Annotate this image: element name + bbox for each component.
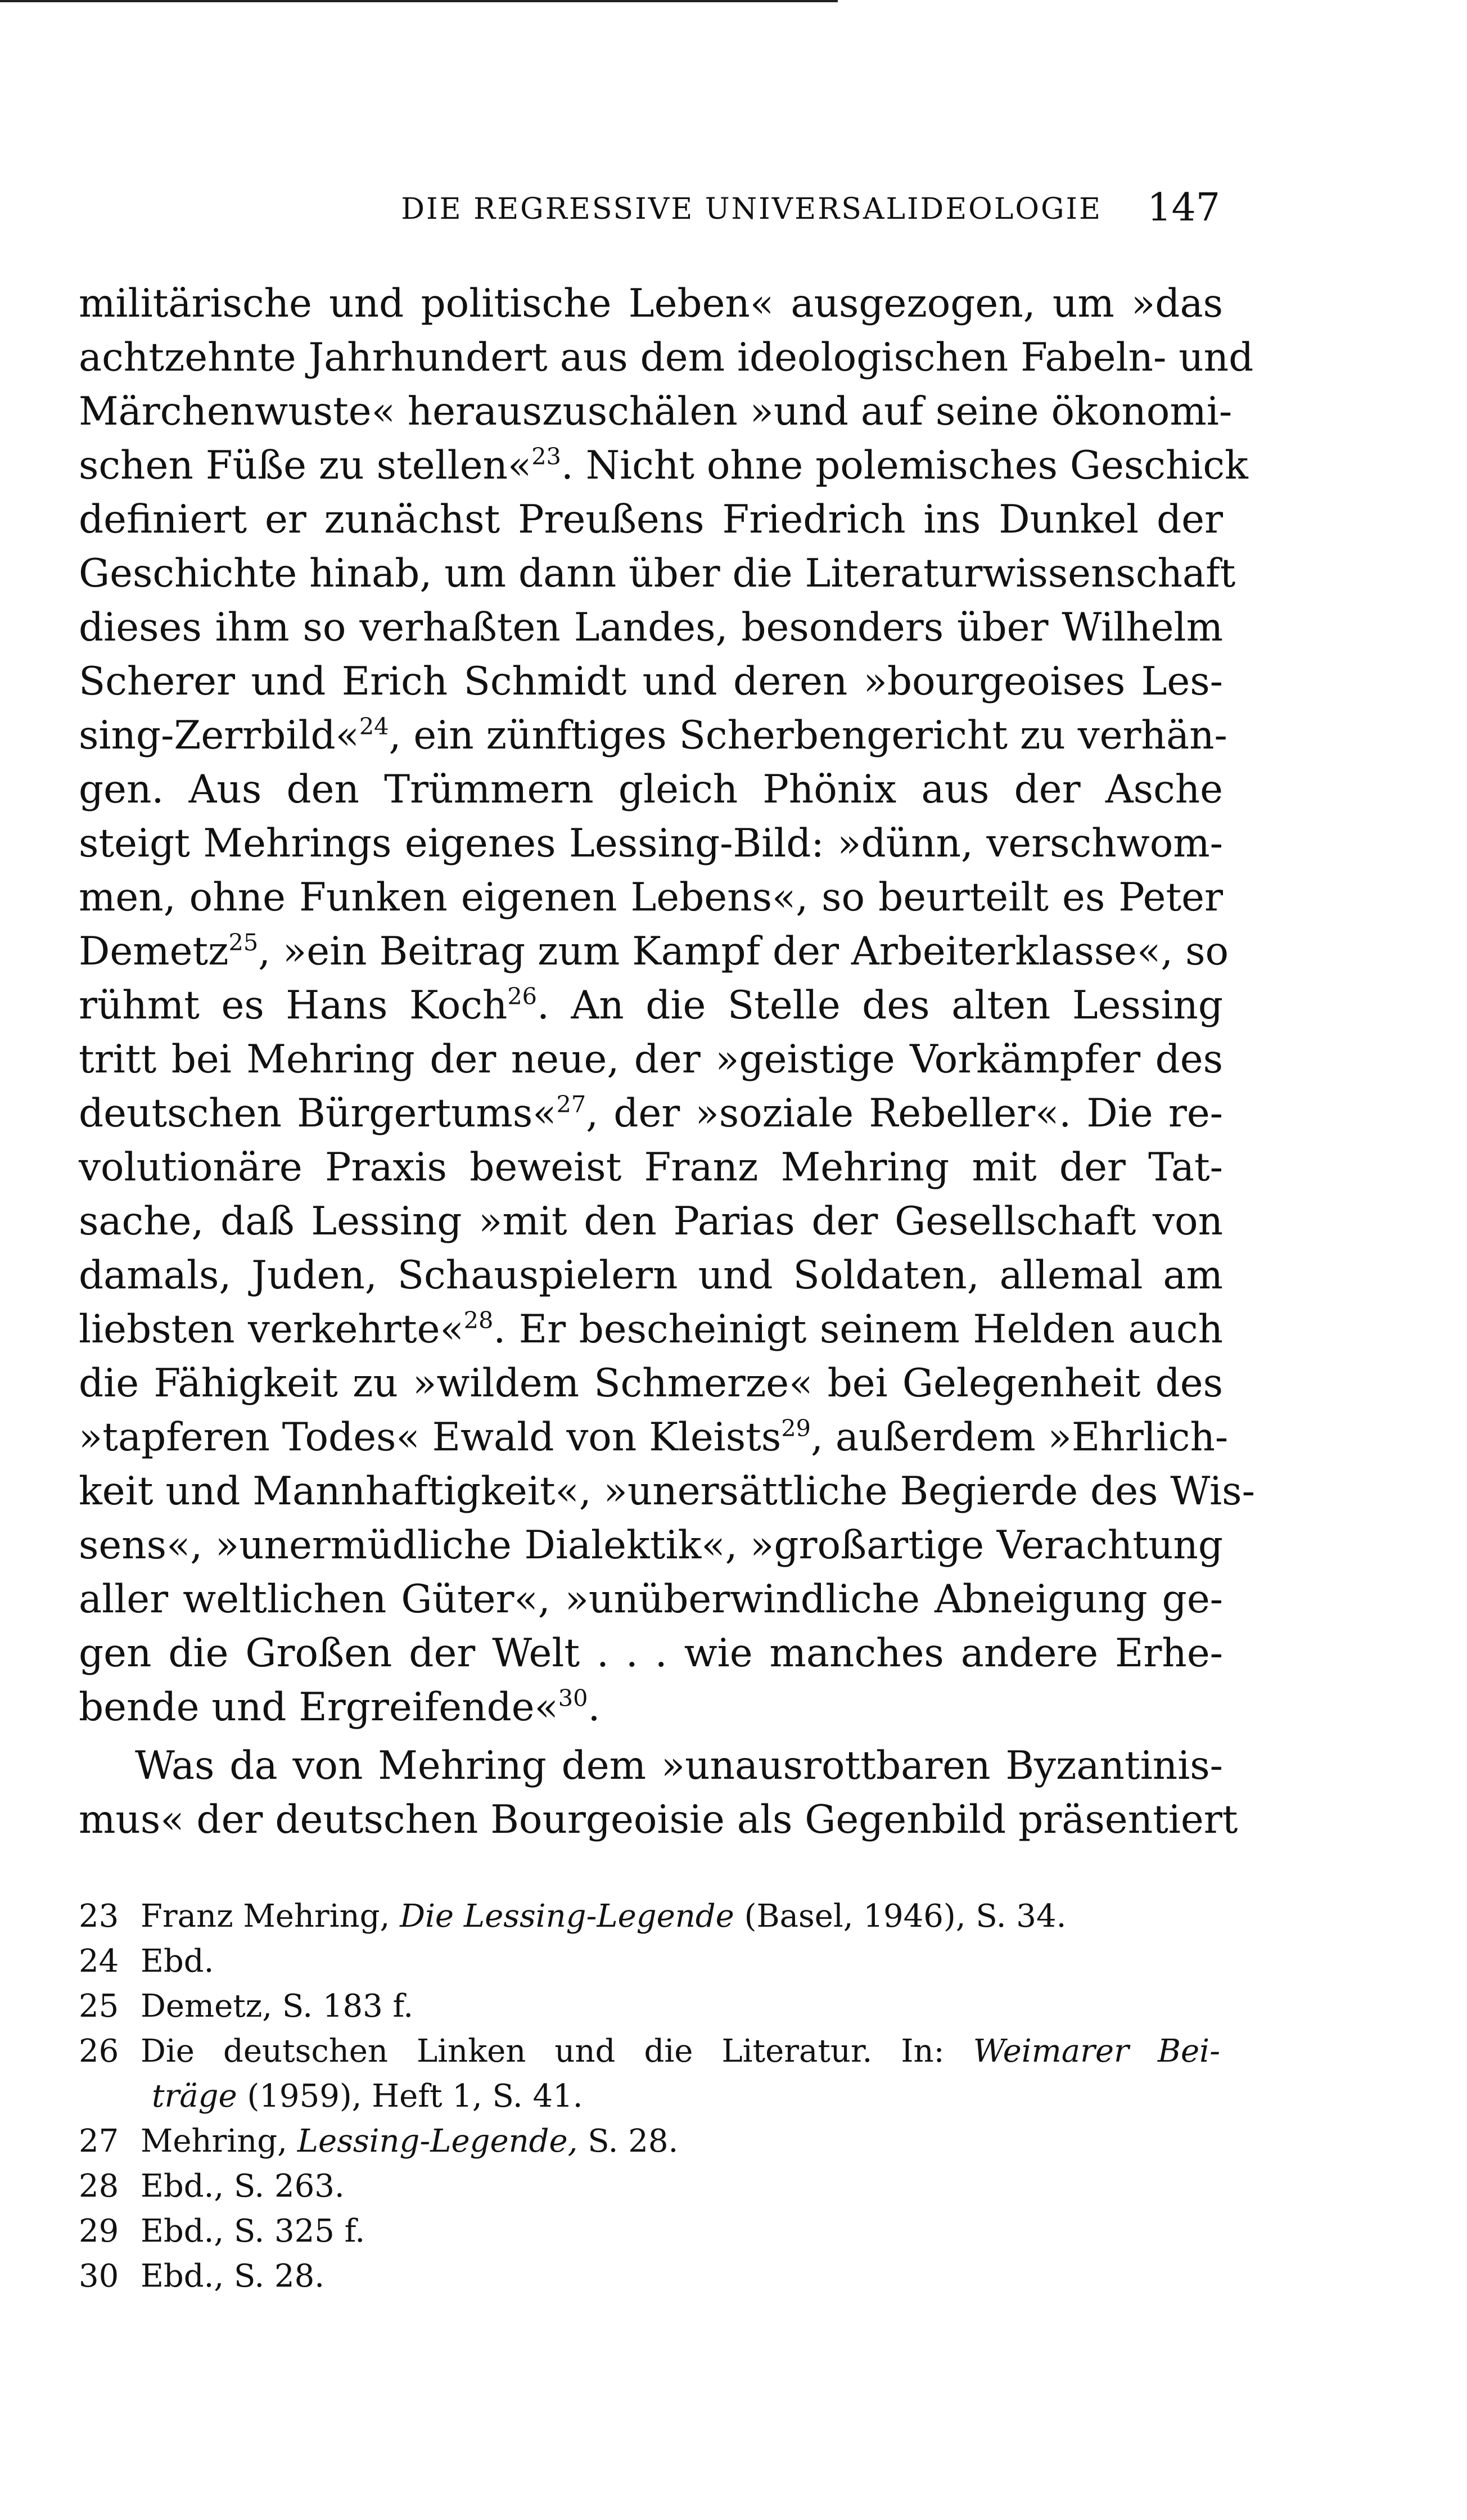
text-line: sing-Zerrbild«$^{24}$, ein zünftiges Scherbengericht zu verhän- <box>79 713 1227 758</box>
footnote <box>79 2029 1223 2074</box>
footnote-text: Ebd., S. 263. <box>141 2168 345 2205</box>
text-line: volutionäre Praxis beweist Franz Mehring mit der Tat- <box>79 1145 1223 1190</box>
footnote-number: 23 <box>79 1898 119 1935</box>
footnote-number: 25 <box>79 1988 119 2025</box>
text-line: schen Füße zu stellen«$^{23}$. Nicht ohne polemisches Geschick <box>79 443 1248 488</box>
text-line: deutschen Bürgertums«$^{27}$, der »soziale Rebeller«. Die re- <box>79 1091 1223 1136</box>
footnote-text: Die deutschen Linken und die Literatur. In: Weimarer Bei- <box>141 2033 1220 2070</box>
footnote <box>79 2254 1223 2299</box>
text-line: gen die Großen der Welt . . . wie manches andere Erhe- <box>79 1631 1223 1676</box>
footnote <box>79 2119 1223 2164</box>
text-line: keit und Mannhaftigkeit«, »unersättliche Begierde des Wis- <box>79 1469 1255 1514</box>
text-line: achtzehnte Jahrhundert aus dem ideologischen Fabeln- und <box>79 335 1254 380</box>
text-line: definiert er zunächst Preußens Friedrich ins Dunkel der <box>79 497 1223 542</box>
text-line: dieses ihm so verhaßten Landes, besonders über Wilhelm <box>79 605 1223 650</box>
footnote-number: 29 <box>79 2213 119 2249</box>
footnote <box>79 1984 1223 2029</box>
footnote-number: 27 <box>79 2123 119 2160</box>
footnote-ref: 27 <box>556 1091 586 1119</box>
footnote <box>79 1894 1223 1939</box>
running-head: DIE REGRESSIVE UNIVERSALIDEOLOGIE <box>401 192 1102 226</box>
footnote <box>79 1939 1223 1984</box>
text-line: sens«, »unermüdliche Dialektik«, »großartige Verachtung <box>79 1523 1223 1568</box>
text-line: tritt bei Mehring der neue, der »geistige Vorkämpfer des <box>79 1037 1223 1082</box>
text-line: Demetz$^{25}$, »ein Beitrag zum Kampf der Arbeiterklasse«, so <box>79 929 1229 974</box>
text-line: »tapferen Todes« Ewald von Kleists$^{29}$, außerdem »Ehrlich- <box>79 1415 1229 1460</box>
text-line: damals, Juden, Schauspielern und Soldaten, allemal am <box>79 1253 1223 1298</box>
footnote-text: Ebd., S. 28. <box>141 2258 325 2294</box>
footnote-ref: 30 <box>558 1685 588 1712</box>
text-line: sache, daß Lessing »mit den Parias der Gesellschaft von <box>79 1199 1223 1244</box>
footnote-text: träge (1959), Heft 1, S. 41. <box>152 2078 583 2115</box>
footnote-text: Franz Mehring, Die Lessing-Legende (Basel, 1946), S. 34. <box>141 1898 1067 1935</box>
footnote-number: 28 <box>79 2168 119 2205</box>
text-line: bende und Ergreifende«$^{30}$. <box>79 1685 601 1730</box>
text-line: militärische und politische Leben« ausgezogen, um »das <box>79 281 1223 326</box>
footnote-number: 24 <box>79 1943 119 1980</box>
scan-edge-line <box>0 0 838 2</box>
page-number: 147 <box>1147 186 1220 230</box>
text-line: die Fähigkeit zu »wildem Schmerze« bei Gelegenheit des <box>79 1361 1223 1406</box>
footnote-ref: 25 <box>228 929 259 957</box>
footnote-ref: 29 <box>781 1415 811 1442</box>
text-line: Scherer und Erich Schmidt und deren »bourgeoises Les- <box>79 659 1223 704</box>
footnote-ref: 24 <box>359 713 389 741</box>
text-line: men, ohne Funken eigenen Lebens«, so beurteilt es Peter <box>79 875 1223 920</box>
text-line: liebsten verkehrte«$^{28}$. Er bescheinigt seinem Helden auch <box>79 1307 1223 1352</box>
footnote-ref: 23 <box>531 443 561 471</box>
text-line: steigt Mehrings eigenes Lessing-Bild: »dünn, verschwom- <box>79 821 1223 866</box>
text-line: Was da von Mehring dem »unausrottbaren Byzantinis- <box>135 1743 1223 1788</box>
text-line: Märchenwuste« herauszuschälen »und auf seine ökonomi- <box>79 389 1233 434</box>
footnote <box>79 2209 1223 2254</box>
footnote-continuation <box>79 2074 1223 2119</box>
footnote-text: Ebd., S. 325 f. <box>141 2213 365 2249</box>
page-header <box>79 186 1220 231</box>
footnote-number: 30 <box>79 2258 119 2294</box>
text-line: Geschichte hinab, um dann über die Literaturwissenschaft <box>79 551 1236 596</box>
footnote-ref: 26 <box>507 983 537 1011</box>
text-line: aller weltlichen Güter«, »unüberwindliche Abneigung ge- <box>79 1577 1223 1622</box>
footnote-text: Mehring, Lessing-Legende, S. 28. <box>141 2123 679 2160</box>
footnote-ref: 28 <box>463 1307 494 1335</box>
text-line: rühmt es Hans Koch$^{26}$. An die Stelle des alten Lessing <box>79 983 1223 1028</box>
text-line: mus« der deutschen Bourgeoisie als Gegenbild präsentiert <box>79 1797 1238 1842</box>
footnote <box>79 2164 1223 2209</box>
footnote-number: 26 <box>79 2033 119 2070</box>
footnote-text: Ebd. <box>141 1943 214 1980</box>
footnote-text: Demetz, S. 183 f. <box>141 1988 414 2025</box>
text-line: gen. Aus den Trümmern gleich Phönix aus der Asche <box>79 767 1223 812</box>
